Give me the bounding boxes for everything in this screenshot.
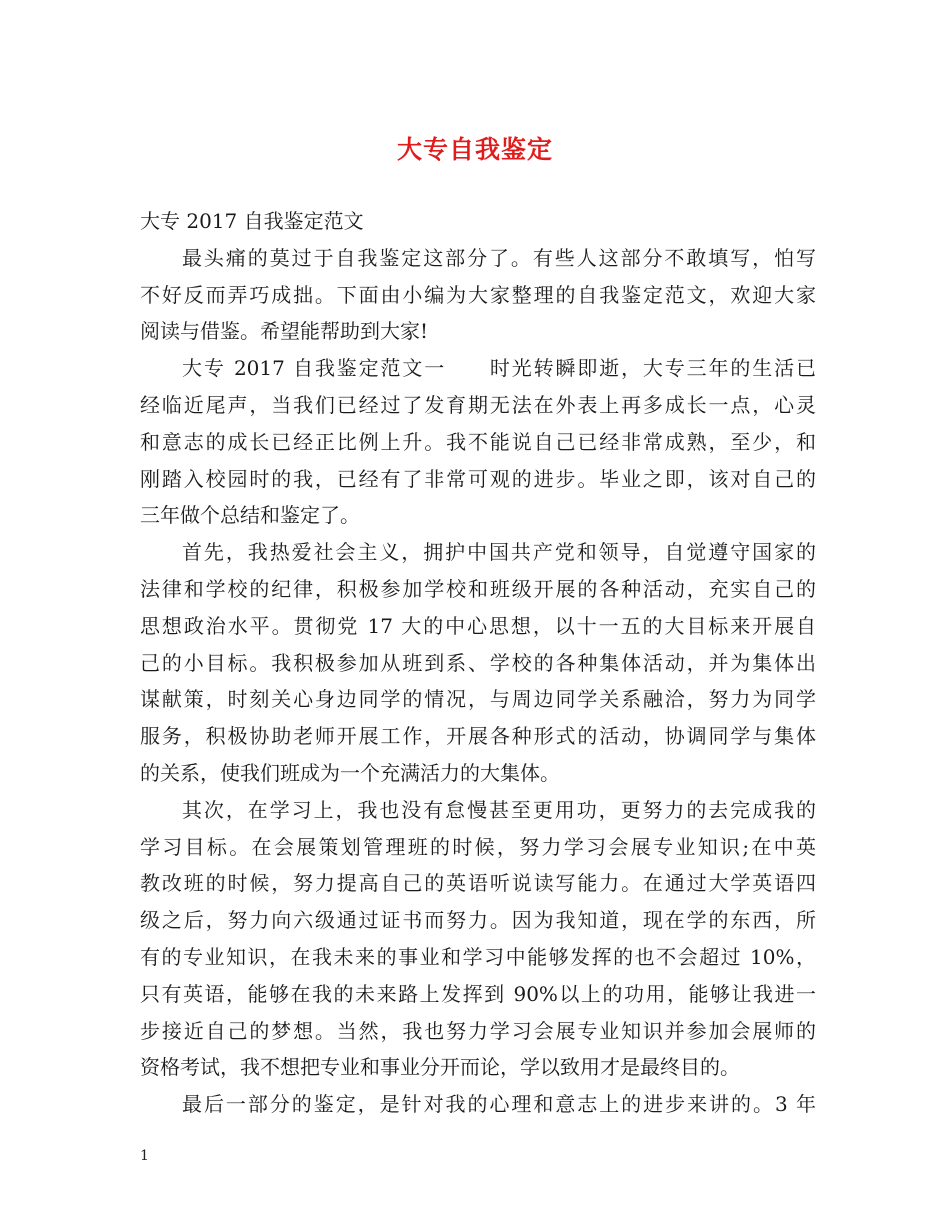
text-line: 有的专业知识，在我未来的事业和学习中能够发挥的也不会超过 10%， [140,944,816,969]
text-line: 法律和学校的纪律，积极参加学校和班级开展的各种活动，充实自己的 [140,576,816,601]
text-line: 刚踏入校园时的我，已经有了非常可观的进步。毕业之即，该对自己的 [140,466,816,491]
text-line: 思想政治水平。贯彻党 17 大的中心思想，以十一五的大目标来开展自 [140,613,816,638]
text-line: 首先，我热爱社会主义，拥护中国共产党和领导，自觉遵守国家的 [182,540,816,565]
text-line: 最后一部分的鉴定，是针对我的心理和意志上的进步来讲的。3 年 [182,1092,816,1117]
text-line: 资格考试，我不想把专业和事业分开而论，学以致用才是最终目的。 [140,1055,740,1080]
text-line: 大专 2017 自我鉴定范文一 时光转瞬即逝，大专三年的生活已 [182,356,816,381]
text-line: 三年做个总结和鉴定了。 [140,503,360,528]
text-line: 和意志的成长已经正比例上升。我不能说自己已经非常成熟，至少，和 [140,429,816,454]
page-number: 1 [140,1148,149,1164]
text-line: 其次，在学习上，我也没有怠慢甚至更用功，更努力的去完成我的 [182,797,816,822]
text-line: 教改班的时候，努力提高自己的英语听说读写能力。在通过大学英语四 [140,871,816,896]
text-line: 步接近自己的梦想。当然，我也努力学习会展专业知识并参加会展师的 [140,1018,816,1043]
text-line: 阅读与借鉴。希望能帮助到大家! [140,319,429,344]
text-line: 学习目标。在会展策划管理班的时候，努力学习会展专业知识;在中英 [140,834,816,859]
text-line: 经临近尾声，当我们已经过了发育期无法在外表上再多成长一点，心灵 [140,392,816,417]
text-line: 最头痛的莫过于自我鉴定这部分了。有些人这部分不敢填写，怕写 [182,245,816,270]
text-line: 级之后，努力向六级通过证书而努力。因为我知道，现在学的东西，所 [140,908,816,933]
text-line: 谋献策，时刻关心身边同学的情况，与周边同学关系融洽，努力为同学 [140,687,816,712]
text-line: 不好反而弄巧成拙。下面由小编为大家整理的自我鉴定范文，欢迎大家 [140,282,816,307]
text-line: 大专 2017 自我鉴定范文 [140,209,364,233]
document-title: 大专自我鉴定 [396,135,553,164]
text-line: 服务，积极协助老师开展工作，开展各种形式的活动，协调同学与集体 [140,724,816,749]
text-line: 己的小目标。我积极参加从班到系、学校的各种集体活动，并为集体出 [140,650,816,675]
document-body [140,203,816,1123]
text-line: 的关系，使我们班成为一个充满活力的大集体。 [140,760,560,785]
text-line: 只有英语，能够在我的未来路上发挥到 90%以上的功用，能够让我进一 [140,981,816,1006]
